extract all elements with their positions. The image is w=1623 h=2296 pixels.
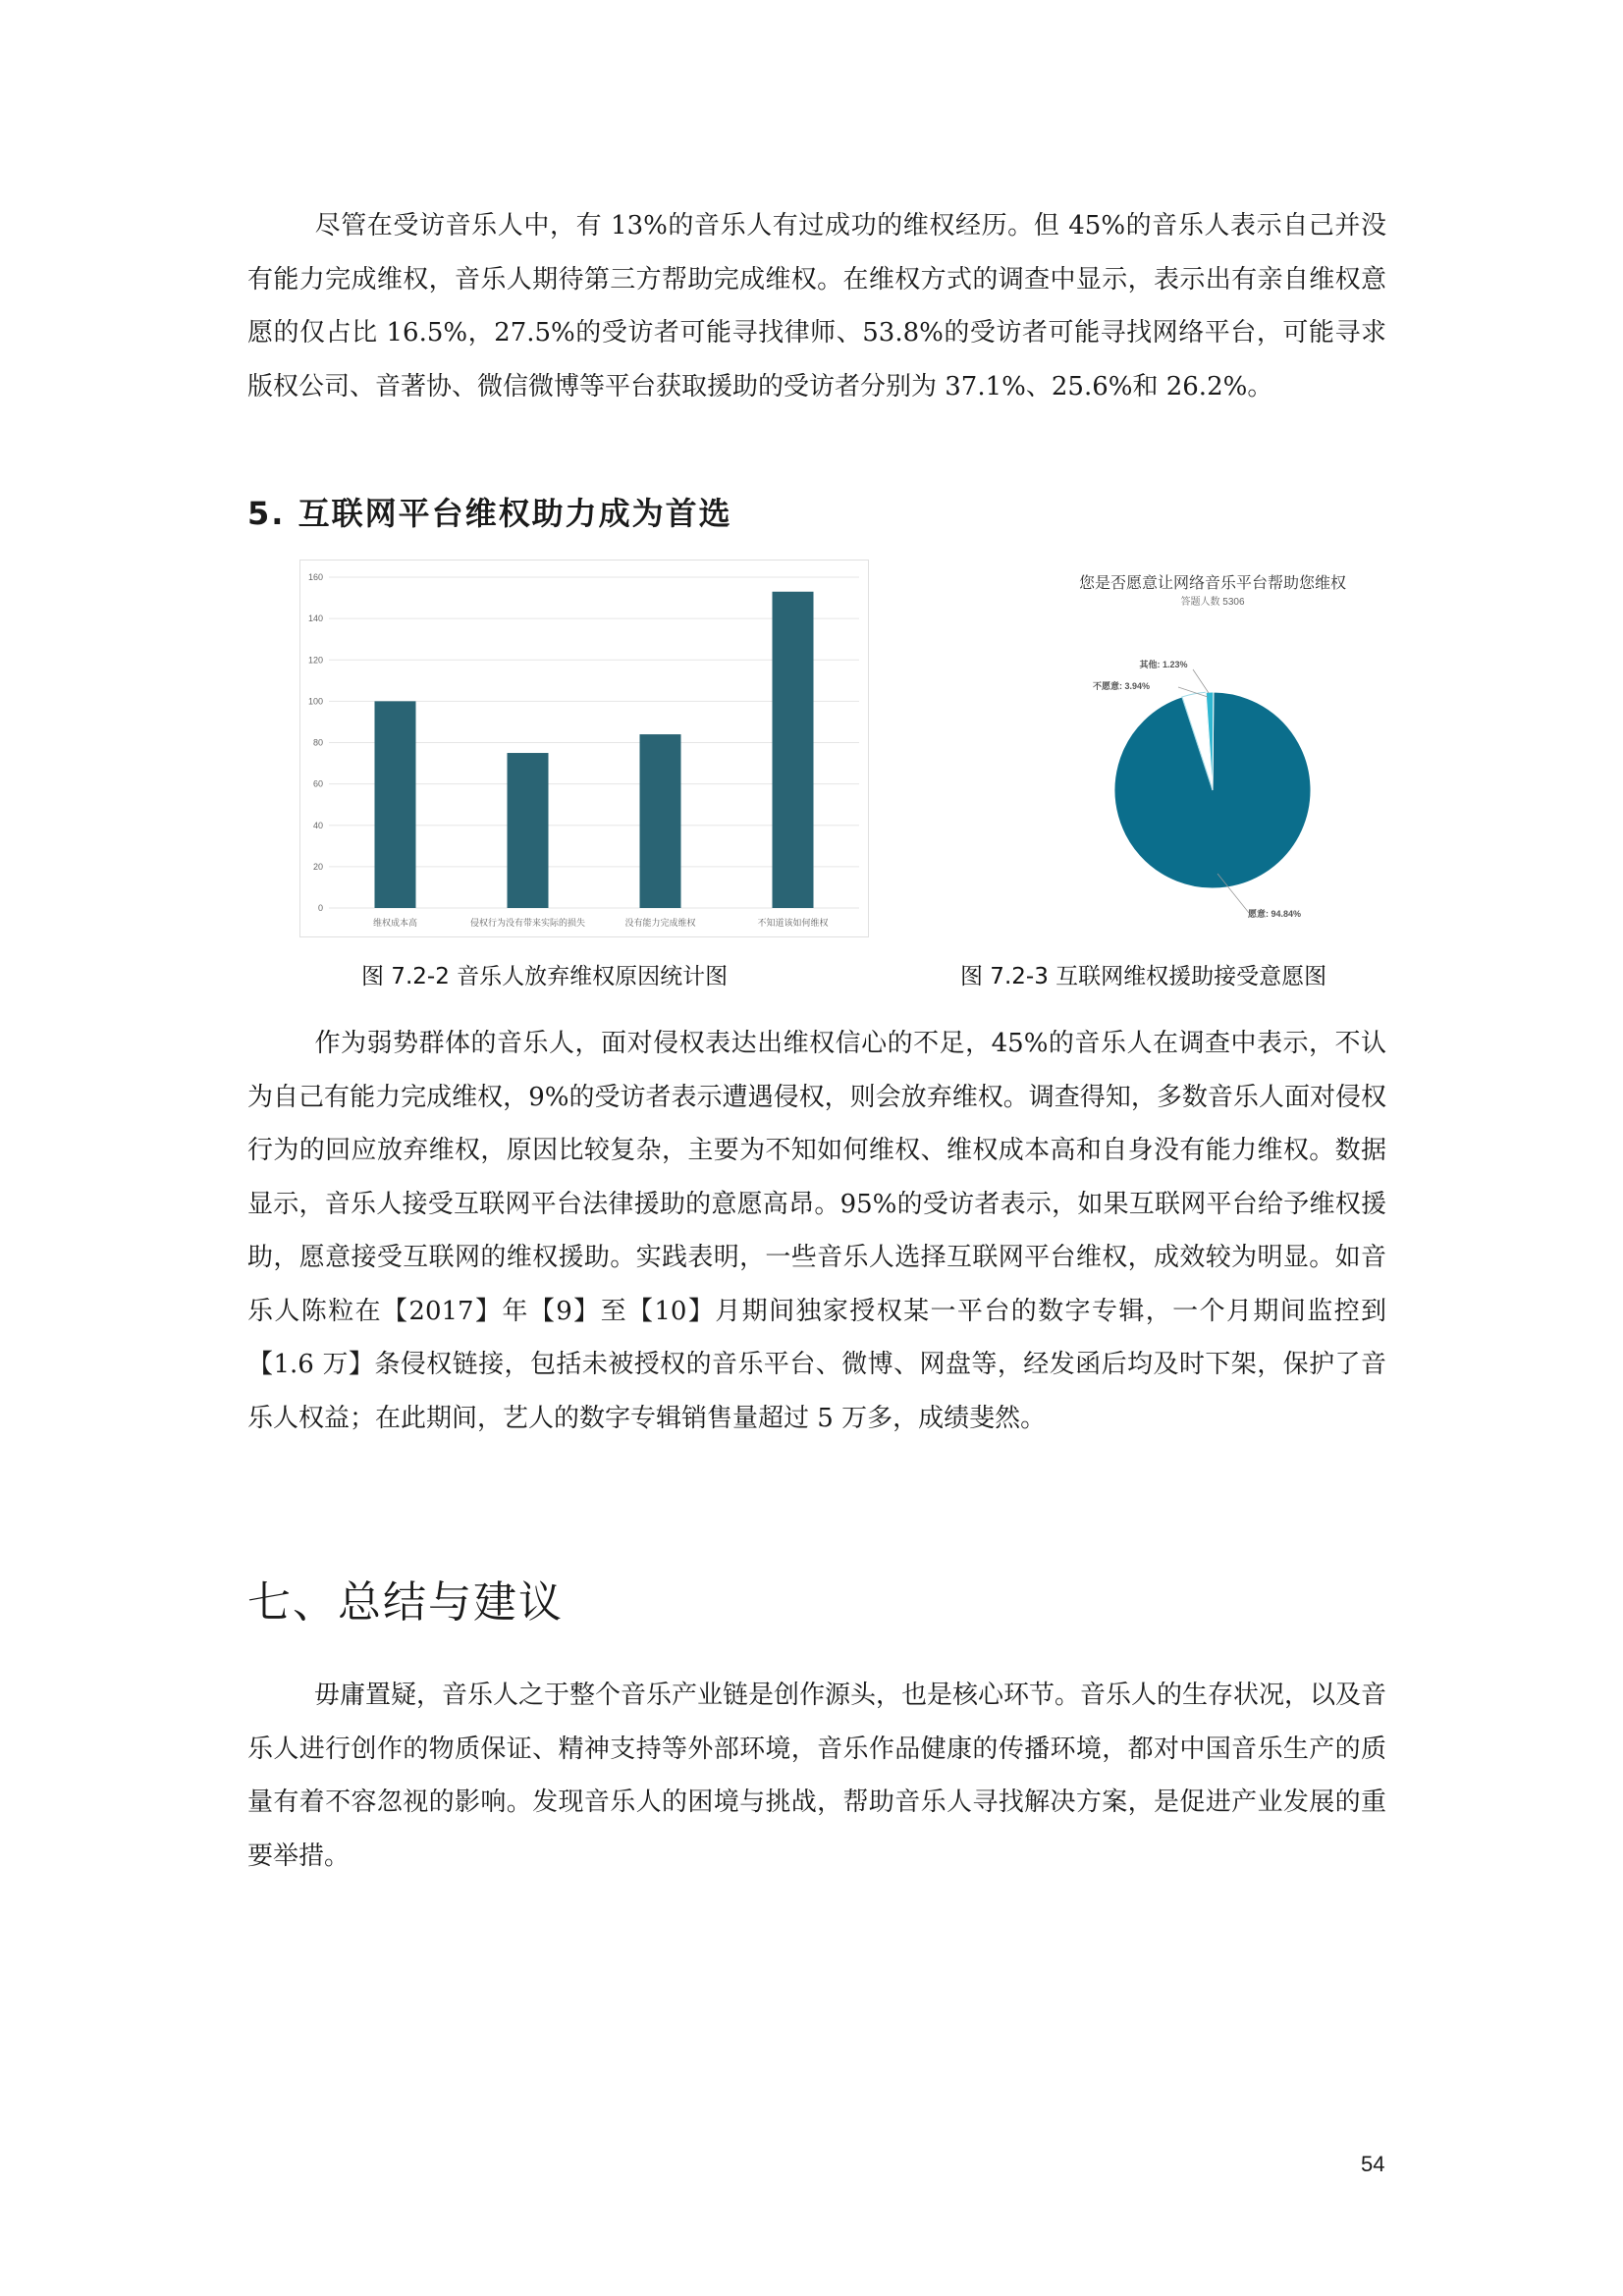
- x-tick-label: 维权成本高: [372, 918, 418, 928]
- bar-4: [773, 592, 814, 908]
- pie-leader-line: [1193, 669, 1209, 693]
- pie-chart: [1021, 560, 1394, 941]
- x-tick-label: 没有能力完成维权: [624, 918, 696, 928]
- y-tick-label: 160: [307, 572, 323, 582]
- pie-chart-svg: [1021, 560, 1394, 937]
- pie-slice-label: 其他: 1.23%: [1139, 660, 1188, 669]
- bar-1: [375, 701, 416, 908]
- pie-slice-label: 愿意: 94.84%: [1247, 909, 1302, 919]
- pie-chart-caption: 图 7.2-3 互联网维权援助接受意愿图: [960, 964, 1327, 989]
- y-tick-label: 100: [307, 696, 323, 707]
- y-tick-label: 40: [312, 820, 323, 830]
- x-tick-label: 侵权行为没有带来实际的损失: [469, 918, 586, 928]
- paragraph-3: 毋庸置疑，音乐人之于整个音乐产业链是创作源头，也是核心环节。音乐人的生存状况，以及音乐人进行创作的物质保证、精神支持等外部环境，音乐作品健康的传播环境，都对中国音乐生产的质量有着不容忽视的影响。发现音乐人的困境与挑战，帮助音乐人寻找解决方案，是促进产业发展的重要举措。: [247, 1681, 1387, 1871]
- pie-subtitle: 答题人数 5306: [1180, 597, 1245, 608]
- section-heading-7: 七、总结与建议: [247, 1577, 564, 1628]
- bar-chart: [299, 560, 869, 941]
- bar-chart-svg: [299, 560, 869, 937]
- y-tick-label: 20: [312, 861, 323, 872]
- bar-3: [640, 734, 681, 908]
- bar-chart-caption: 图 7.2-2 音乐人放弃维权原因统计图: [361, 964, 729, 989]
- y-tick-label: 120: [307, 655, 323, 666]
- pie-slice-label: 不愿意: 3.94%: [1092, 681, 1151, 691]
- pie-title: 您是否愿意让网络音乐平台帮助您维权: [1078, 575, 1347, 592]
- y-tick-label: 140: [307, 614, 323, 624]
- section-heading-5: 5. 互联网平台维权助力成为首选: [247, 495, 732, 532]
- paragraph-2: 作为弱势群体的音乐人，面对侵权表达出维权信心的不足，45%的音乐人在调查中表示，不认为自己有能力完成维权，9%的受访者表示遭遇侵权，则会放弃维权。调查得知，多数音乐人面对侵权行为的回应放弃维权，原因比较复杂，主要为不知如何维权、维权成本高和自身没有能力维权。数据显示，音乐人接受互联网平台法律援助的意愿高昂。95%的受访者表示，如果互联网平台给予维权援助，愿意接受互联网的维权援助。实践表明，一些音乐人选择互联网平台维权，成效较为明显。如音乐人陈粒在【2017】年【9】至【10】月期间独家授权某一平台的数字专辑，一个月期间监控到【1.6 万】条侵权链接，包括未被授权的音乐平台、微博、网盘等，经发函后均及时下架，保护了音乐人权益；在此期间，艺人的数字专辑销售量超过 5 万多，成绩斐然。: [247, 1029, 1386, 1433]
- y-tick-label: 80: [312, 737, 323, 748]
- y-tick-label: 0: [317, 903, 323, 913]
- y-tick-label: 60: [312, 778, 323, 789]
- page-number: 54: [1361, 2152, 1385, 2176]
- x-tick-label: 不知道该如何维权: [757, 918, 829, 928]
- paragraph-1: 尽管在受访音乐人中，有 13%的音乐人有过成功的维权经历。但 45%的音乐人表示自己并没有能力完成维权，音乐人期待第三方帮助完成维权。在维权方式的调查中显示，表示出有亲自维权意愿的仅占比 16.5%，27.5%的受访者可能寻找律师、53.8%的受访者可能寻找网络平台，可能寻求版权公司、音著协、微信微博等平台获取援助的受访者分别为 37.1%、25.6%和 26.2%。: [247, 211, 1386, 401]
- bar-2: [508, 753, 549, 908]
